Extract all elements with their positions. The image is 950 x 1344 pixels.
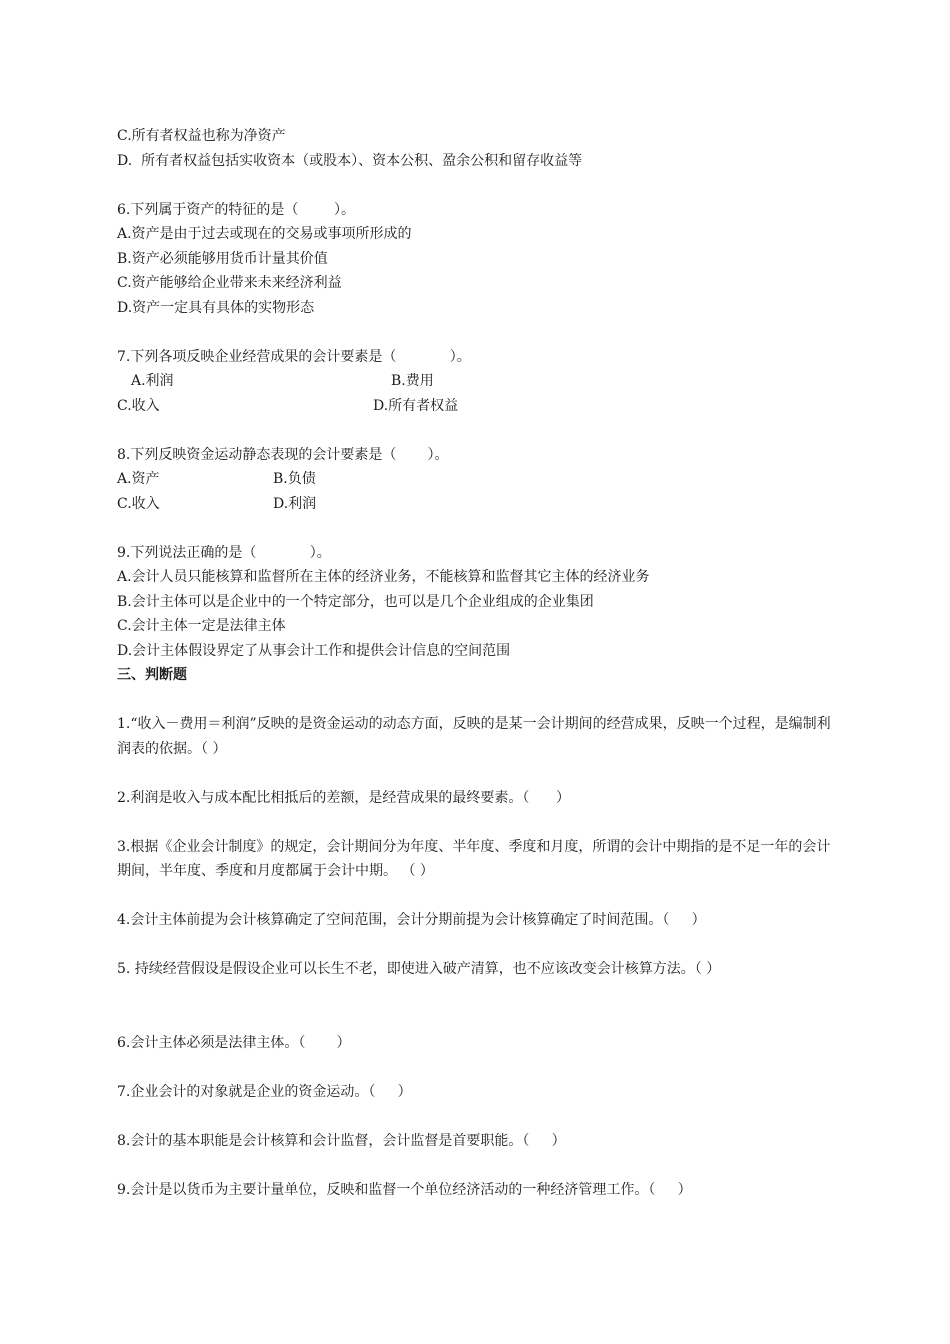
tf-item-7: 7.企业会计的对象就是企业的资金运动。（ ）	[117, 1083, 412, 1100]
tf-item-6: 6.会计主体必须是法律主体。（ ）	[117, 1034, 351, 1051]
q7-options-row-2	[117, 394, 837, 419]
q6-option-d: D.资产一定具有具体的实物形态	[117, 299, 315, 316]
q6-option-b: B.资产必须能够用货币计量其价值	[117, 250, 328, 267]
tf-item-3: 3.根据《企业会计制度》的规定，会计期间分为年度、半年度、季度和月度，所谓的会计中期指的是不足一年的会计期间，半年度、季度和月度都属于会计中期。 （ ）	[117, 838, 831, 879]
q6-option-c: C.资产能够给企业带来未来经济利益	[117, 275, 342, 291]
q9-stem: 9.下列说法正确的是（ ）。	[117, 544, 331, 561]
q7-option-a: A.利润	[131, 373, 174, 389]
q9-option-a: A.会计人员只能核算和监督所在主体的经济业务，不能核算和监督其它主体的经济业务	[117, 569, 650, 585]
q7-option-b: B.费用	[391, 373, 434, 389]
q8-option-a: A.资产	[117, 471, 160, 487]
q9-option-c: C.会计主体一定是法律主体	[117, 618, 286, 634]
tf-item-4: 4.会计主体前提为会计核算确定了空间范围，会计分期前提为会计核算确定了时间范围。（ ）	[117, 912, 706, 928]
q7-option-d: D.所有者权益	[373, 397, 459, 414]
q9-option-b: B.会计主体可以是企业中的一个特定部分，也可以是几个企业组成的企业集团	[117, 593, 594, 610]
document-body	[117, 124, 837, 1202]
section-3-heading: 三、判断题	[117, 667, 187, 683]
tf-item-1: 1.“收入－费用＝利润”反映的是资金运动的动态方面，反映的是某一会计期间的经营成果，反映一个过程，是编制利润表的依据。（ ）	[117, 716, 831, 757]
q8-options-row-1	[117, 467, 837, 492]
q7-option-c: C.收入	[117, 397, 160, 414]
tf-item-2: 2.利润是收入与成本配比相抵后的差额，是经营成果的最终要素。（ ）	[117, 789, 571, 806]
q8-option-d: D.利润	[273, 495, 317, 512]
tf-item-5: 5. 持续经营假设是假设企业可以长生不老，即使进入破产清算，也不应该改变会计核算方法。（ ）	[117, 961, 721, 977]
q5-option-c: C.所有者权益也称为净资产	[117, 128, 286, 144]
tf-item-9: 9.会计是以货币为主要计量单位，反映和监督一个单位经济活动的一种经济管理工作。（ ）	[117, 1181, 692, 1198]
q6-stem: 6.下列属于资产的特征的是（ ）。	[117, 201, 355, 218]
q5-option-d: D. 所有者权益包括实收资本（或股本）、资本公积、盈余公积和留存收益等	[117, 152, 583, 169]
q8-stem: 8.下列反映资金运动静态表现的会计要素是（ ）。	[117, 446, 449, 463]
q6-option-a: A.资产是由于过去或现在的交易或事项所形成的	[117, 226, 412, 242]
q7-stem: 7.下列各项反映企业经营成果的会计要素是（ ）。	[117, 348, 471, 365]
q8-option-b: B.负债	[273, 471, 316, 487]
q9-option-d: D.会计主体假设界定了从事会计工作和提供会计信息的空间范围	[117, 642, 511, 659]
tf-item-8: 8.会计的基本职能是会计核算和会计监督，会计监督是首要职能。（ ）	[117, 1132, 566, 1149]
q7-options-row-1	[117, 369, 837, 394]
q8-option-c: C.收入	[117, 495, 160, 512]
q8-options-row-2	[117, 492, 837, 517]
